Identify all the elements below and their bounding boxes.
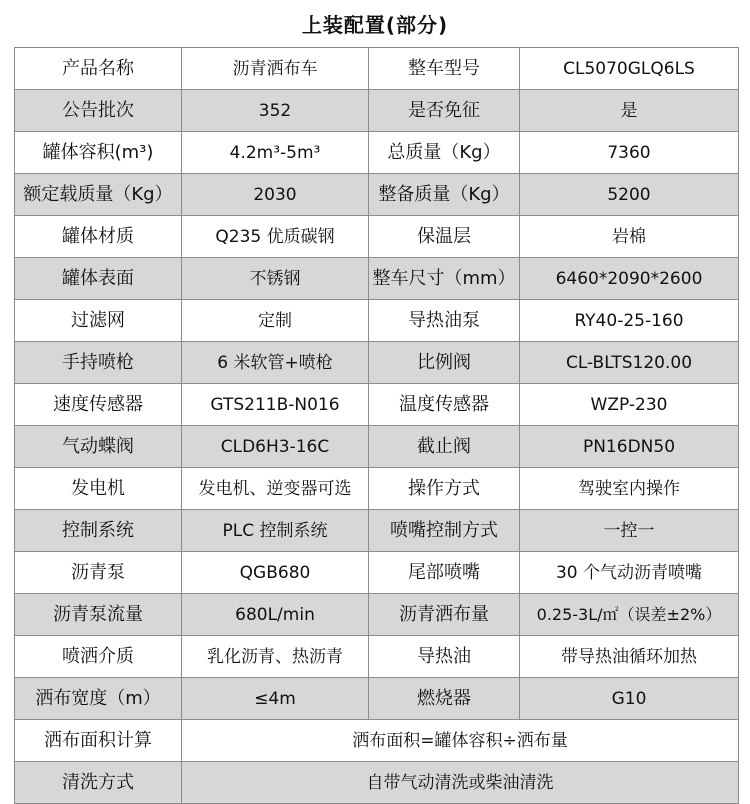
spec-label: 沥青泵流量 (15, 594, 182, 636)
table-row (15, 762, 739, 804)
table-row (15, 468, 739, 510)
spec-label: 导热油 (369, 636, 520, 678)
spec-label: 是否免征 (369, 90, 520, 132)
spec-value: CLD6H3-16C (182, 426, 369, 468)
table-row (15, 426, 739, 468)
spec-value: 680L/min (182, 594, 369, 636)
spec-value: ≤4m (182, 678, 369, 720)
spec-value: CL-BLTS120.00 (520, 342, 739, 384)
spec-label: 清洗方式 (15, 762, 182, 804)
spec-label: 温度传感器 (369, 384, 520, 426)
spec-label: 导热油泵 (369, 300, 520, 342)
spec-label: 操作方式 (369, 468, 520, 510)
spec-label: 手持喷枪 (15, 342, 182, 384)
spec-value: 带导热油循环加热 (520, 636, 739, 678)
spec-value: 2030 (182, 174, 369, 216)
spec-value: 定制 (182, 300, 369, 342)
spec-value: RY40-25-160 (520, 300, 739, 342)
spec-value: GTS211B-N016 (182, 384, 369, 426)
spec-label: 洒布面积计算 (15, 720, 182, 762)
spec-label: 截止阀 (369, 426, 520, 468)
spec-value: 6460*2090*2600 (520, 258, 739, 300)
spec-value: 岩棉 (520, 216, 739, 258)
spec-label: 额定载质量（Kg） (15, 174, 182, 216)
spec-label: 罐体表面 (15, 258, 182, 300)
table-row (15, 342, 739, 384)
spec-label: 保温层 (369, 216, 520, 258)
spec-value: 352 (182, 90, 369, 132)
spec-label: 产品名称 (15, 48, 182, 90)
spec-value: 30 个气动沥青喷嘴 (520, 552, 739, 594)
page-title: 上装配置(部分) (301, 13, 449, 37)
table-row (15, 510, 739, 552)
spec-table-body (15, 48, 739, 804)
spec-label: 尾部喷嘴 (369, 552, 520, 594)
table-row (15, 552, 739, 594)
table-row (15, 132, 739, 174)
table-row (15, 300, 739, 342)
spec-value: 沥青洒布车 (182, 48, 369, 90)
spec-label: 整车型号 (369, 48, 520, 90)
spec-label: 气动蝶阀 (15, 426, 182, 468)
table-row (15, 216, 739, 258)
spec-label: 喷嘴控制方式 (369, 510, 520, 552)
spec-label: 沥青泵 (15, 552, 182, 594)
spec-value: WZP-230 (520, 384, 739, 426)
spec-value: 6 米软管+喷枪 (182, 342, 369, 384)
spec-label: 沥青洒布量 (369, 594, 520, 636)
spec-value: 发电机、逆变器可选 (182, 468, 369, 510)
spec-value: G10 (520, 678, 739, 720)
spec-label: 控制系统 (15, 510, 182, 552)
spec-label: 喷洒介质 (15, 636, 182, 678)
spec-label: 比例阀 (369, 342, 520, 384)
spec-table (14, 47, 739, 804)
spec-value: 不锈钢 (182, 258, 369, 300)
spec-value: 4.2m³-5m³ (182, 132, 369, 174)
spec-value: 洒布面积=罐体容积÷洒布量 (182, 720, 739, 762)
spec-value: 一控一 (520, 510, 739, 552)
spec-value: CL5070GLQ6LS (520, 48, 739, 90)
spec-label: 过滤网 (15, 300, 182, 342)
spec-label: 罐体容积(m³) (15, 132, 182, 174)
spec-value: Q235 优质碳钢 (182, 216, 369, 258)
spec-value: 5200 (520, 174, 739, 216)
spec-label: 整车尺寸（mm） (369, 258, 520, 300)
spec-value: 自带气动清洗或柴油清洗 (182, 762, 739, 804)
spec-value: 0.25-3L/㎡（误差±2%） (520, 594, 739, 636)
table-row (15, 384, 739, 426)
table-row (15, 720, 739, 762)
table-row (15, 174, 739, 216)
spec-label: 整备质量（Kg） (369, 174, 520, 216)
spec-value: QGB680 (182, 552, 369, 594)
spec-value: PN16DN50 (520, 426, 739, 468)
spec-value: 乳化沥青、热沥青 (182, 636, 369, 678)
table-row (15, 636, 739, 678)
table-row (15, 258, 739, 300)
spec-value: PLC 控制系统 (182, 510, 369, 552)
spec-label: 发电机 (15, 468, 182, 510)
table-row (15, 594, 739, 636)
table-row (15, 48, 739, 90)
spec-label: 总质量（Kg） (369, 132, 520, 174)
spec-value: 是 (520, 90, 739, 132)
table-row (15, 678, 739, 720)
table-row (15, 90, 739, 132)
spec-label: 速度传感器 (15, 384, 182, 426)
spec-value: 驾驶室内操作 (520, 468, 739, 510)
spec-label: 燃烧器 (369, 678, 520, 720)
spec-value: 7360 (520, 132, 739, 174)
spec-label: 罐体材质 (15, 216, 182, 258)
spec-label: 洒布宽度（m） (15, 678, 182, 720)
spec-label: 公告批次 (15, 90, 182, 132)
